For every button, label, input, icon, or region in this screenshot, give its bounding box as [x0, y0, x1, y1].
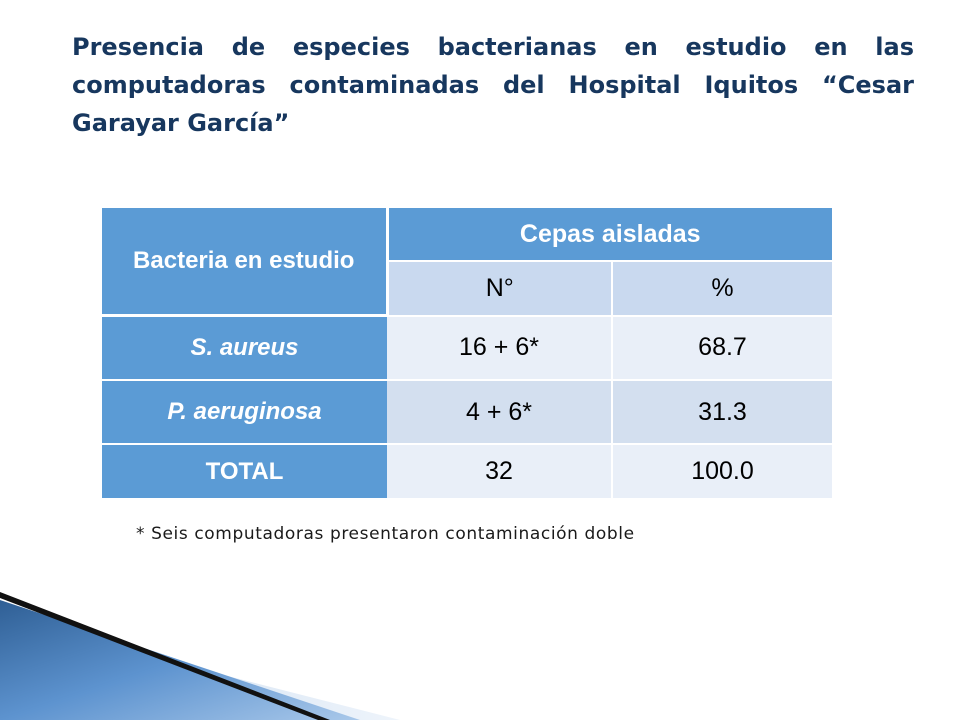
row-percent: 31.3: [612, 380, 832, 444]
footnote: * Seis computadoras presentaron contaminación doble: [136, 524, 635, 544]
row-percent: 68.7: [612, 316, 832, 381]
row-label: P. aeruginosa: [102, 380, 387, 444]
table-row: [102, 444, 832, 498]
header-bacteria: Bacteria en estudio: [102, 208, 387, 316]
row-label: TOTAL: [102, 444, 387, 498]
slide-decoration: [0, 560, 400, 720]
row-label: S. aureus: [102, 316, 387, 381]
table-row: [102, 380, 832, 444]
table-row: [102, 316, 832, 381]
row-count: 16 + 6*: [387, 316, 612, 381]
header-cepas-aisladas: Cepas aisladas: [387, 208, 832, 261]
bacteria-table: [102, 208, 832, 498]
slide-title: Presencia de especies bacterianas en estudio en las computadoras contaminadas del Hospital Iquitos “Cesar Garayar García”: [72, 33, 914, 137]
row-percent: 100.0: [612, 444, 832, 498]
row-count: 4 + 6*: [387, 380, 612, 444]
row-count: 32: [387, 444, 612, 498]
header-percent: %: [612, 261, 832, 315]
header-count: N°: [387, 261, 612, 315]
